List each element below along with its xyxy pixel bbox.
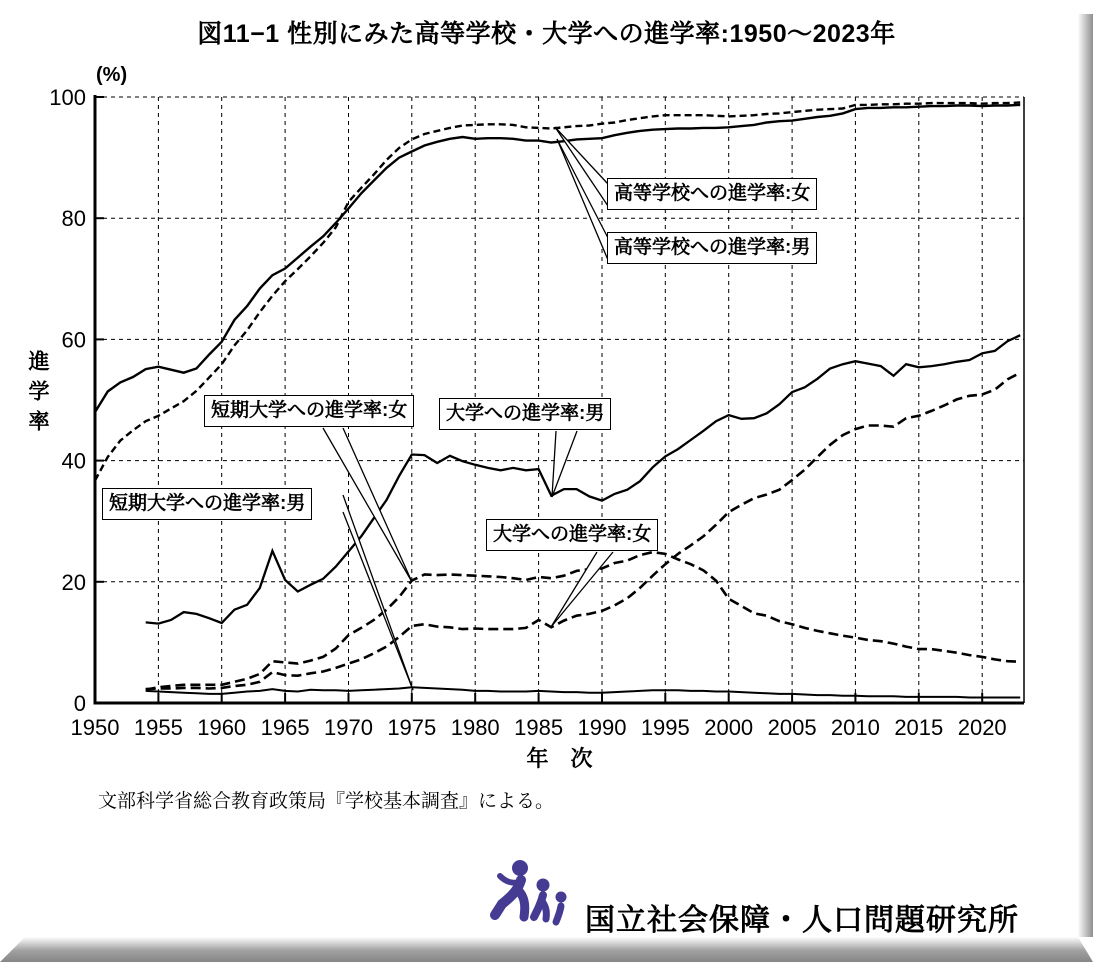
x-tick-label: 1955 (133, 715, 183, 740)
annotation-hs-female: 高等学校への進学率:女 (607, 178, 817, 210)
annotation-univ-female: 大学への進学率:女 (486, 519, 658, 551)
y-tick-label: 80 (61, 206, 86, 232)
y-tick-label: 0 (73, 691, 86, 716)
organization-name: 国立社会保障・人口問題研究所 (585, 904, 1019, 937)
x-tick-label: 1980 (450, 715, 500, 740)
y-axis-title: 進学率 (26, 350, 49, 440)
y-tick-label: 60 (61, 327, 86, 353)
x-tick-label: 2000 (704, 715, 754, 740)
x-tick-label: 1975 (387, 715, 437, 740)
x-axis-title: 年 次 (526, 746, 593, 771)
right-bevel-edge (1078, 14, 1093, 937)
x-tick-label: 1995 (640, 715, 690, 740)
x-tick-label: 1965 (260, 715, 310, 740)
x-tick-label: 1950 (70, 715, 120, 740)
series-line-4 (146, 552, 1021, 690)
annotation-jc-male: 短期大学への進学率:男 (102, 488, 312, 520)
bottom-bevel-edge (0, 937, 1093, 962)
series-line-5 (146, 687, 1021, 697)
annotation-univ-male: 大学への進学率:男 (439, 398, 611, 430)
annotation-hs-male: 高等学校への進学率:男 (607, 232, 817, 264)
annotation-jc-female: 短期大学への進学率:女 (204, 395, 414, 427)
x-tick-label: 2020 (957, 715, 1007, 740)
x-tick-label: 2015 (894, 715, 944, 740)
x-tick-label: 1960 (197, 715, 247, 740)
y-tick-label: 20 (61, 569, 86, 595)
source-note: 文部科学省総合教育政策局『学校基本調査』による。 (98, 791, 555, 812)
x-tick-label: 1970 (324, 715, 373, 740)
figure-title: 図11−1 性別にみた高等学校・大学への進学率:1950〜2023年 (197, 20, 896, 48)
y-tick-label: 40 (61, 448, 86, 474)
x-tick-label: 2005 (767, 715, 817, 740)
ipss-logo-icon (490, 858, 580, 942)
y-unit-label: (%) (96, 64, 128, 86)
x-tick-label: 1990 (577, 715, 627, 740)
x-tick-label: 2010 (830, 715, 880, 740)
y-tick-label: 100 (49, 85, 86, 110)
x-tick-label: 1985 (514, 715, 564, 740)
